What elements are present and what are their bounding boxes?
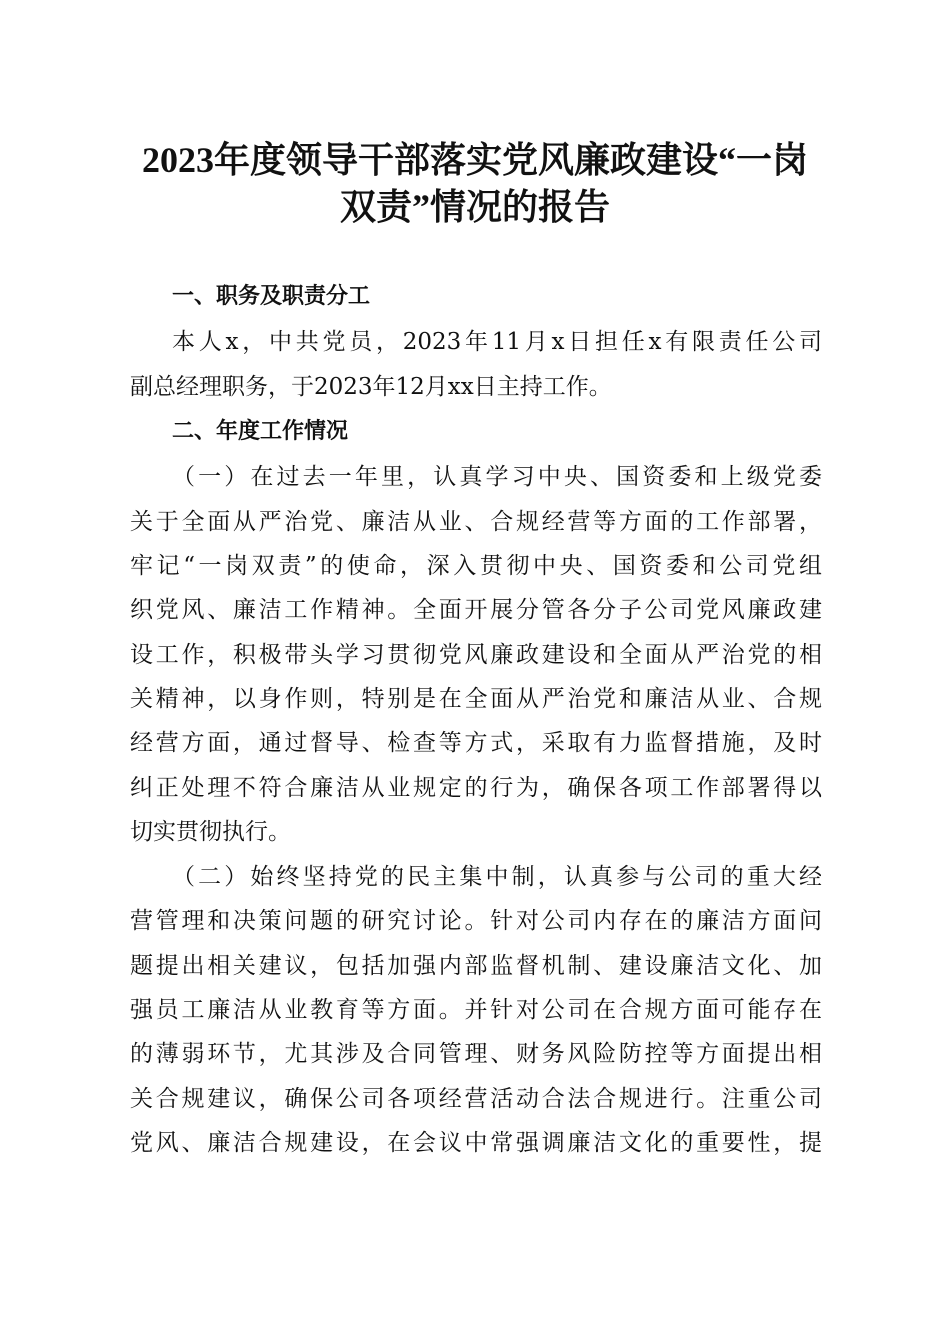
paragraph-line: 织党风、廉洁工作精神。全面开展分管各分子公司党风廉政建 <box>130 597 822 623</box>
paragraph-line: 党风、廉洁合规建设，在会议中常强调廉洁文化的重要性，提 <box>130 1130 822 1156</box>
paragraph-line: 副总经理职务，于2023年12月xx日主持工作。 <box>130 374 612 400</box>
paragraph-line: 本人x，中共党员，2023年11月x日担任x有限责任公司 <box>172 329 822 355</box>
title-line-2: 双责”情况的报告 <box>339 187 610 227</box>
paragraph-line: 经营方面，通过督导、检查等方式，采取有力监督措施，及时 <box>130 730 822 756</box>
paragraph-line: 关合规建议，确保公司各项经营活动合法合规进行。注重公司 <box>130 1086 822 1112</box>
paragraph-line: 题提出相关建议，包括加强内部监督机制、建设廉洁文化、加 <box>130 953 822 979</box>
document-title <box>100 137 850 231</box>
paragraph-line: 纠正处理不符合廉洁从业规定的行为，确保各项工作部署得以 <box>130 775 822 801</box>
paragraph-line: 牢记“一岗双责”的使命，深入贯彻中央、国资委和公司党组 <box>130 553 822 579</box>
paragraph-line: 的薄弱环节，尤其涉及合同管理、财务风险防控等方面提出相 <box>130 1041 822 1067</box>
paragraph-line: 关于全面从严治党、廉洁从业、合规经营等方面的工作部署， <box>130 509 822 535</box>
paragraph-line: 切实贯彻执行。 <box>130 819 291 845</box>
paragraph-line: （二）始终坚持党的民主集中制，认真参与公司的重大经 <box>172 864 822 890</box>
paragraph-line: （一）在过去一年里，认真学习中央、国资委和上级党委 <box>172 464 822 490</box>
paragraph-line: 设工作，积极带头学习贯彻党风廉政建设和全面从严治党的相 <box>130 642 822 668</box>
title-line-1: 2023年度领导干部落实党风廉政建设“一岗 <box>141 140 808 180</box>
paragraph-line: 强员工廉洁从业教育等方面。并针对公司在合规方面可能存在 <box>130 997 822 1023</box>
paragraph-line: 营管理和决策问题的研究讨论。针对公司内存在的廉洁方面问 <box>130 908 822 934</box>
section-heading: 二、年度工作情况 <box>172 419 349 444</box>
section-heading: 一、职务及职责分工 <box>172 284 371 309</box>
paragraph-line: 关精神，以身作则，特别是在全面从严治党和廉洁从业、合规 <box>130 686 822 712</box>
